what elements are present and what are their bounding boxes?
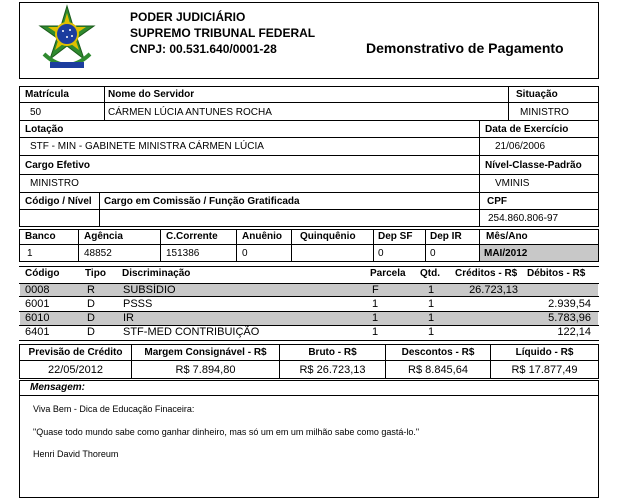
row-1-discriminacao: PSSS <box>123 298 153 310</box>
nome-label: Nome do Servidor <box>108 89 195 100</box>
liquido-label: Líquido - R$ <box>515 347 574 358</box>
col-tipo-header: Tipo <box>85 268 106 279</box>
nome-value: CÁRMEN LÚCIA ANTUNES ROCHA <box>108 107 272 118</box>
row-0-discriminacao: SUBSÍDIO <box>123 284 176 296</box>
dep-sf-label: Dep SF <box>378 231 413 242</box>
row-0-tipo: R <box>87 284 95 296</box>
col-creditos-header: Créditos - R$ <box>455 268 518 279</box>
dep-sf-value: 0 <box>378 248 384 259</box>
codigo-nivel-label: Código / Nível <box>25 196 92 207</box>
lotacao-label: Lotação <box>25 124 64 135</box>
liquido-value: R$ 17.877,49 <box>511 364 578 376</box>
cargo-comissao-label: Cargo em Comissão / Função Gratificada <box>104 196 300 207</box>
col-debitos-header: Débitos - R$ <box>527 268 586 279</box>
mensagem-label: Mensagem: <box>30 382 86 393</box>
row-3-codigo: 6401 <box>25 326 50 338</box>
row-2-tipo: D <box>87 312 95 324</box>
row-0-credito: 26.723,13 <box>469 284 518 296</box>
banco-value: 1 <box>27 248 33 259</box>
cpf-value: 254.860.806-97 <box>488 213 559 224</box>
quinquenio-label: Quinquênio <box>300 231 356 242</box>
document-title: Demonstrativo de Pagamento <box>366 40 564 56</box>
data-exercicio-value: 21/06/2006 <box>495 141 546 152</box>
row-3-tipo: D <box>87 326 95 338</box>
row-3-debito: 122,14 <box>557 326 591 338</box>
row-1-parcela: 1 <box>372 298 379 310</box>
brasao-icon <box>34 4 100 76</box>
matricula-value: 50 <box>30 107 42 118</box>
col-discriminacao-header: Discriminação <box>122 268 191 279</box>
conta-label: C.Corrente <box>166 231 218 242</box>
row-0-codigo: 0008 <box>25 284 50 296</box>
row-0-parcela: F <box>372 284 379 296</box>
row-3-qtd: 1 <box>428 326 435 338</box>
row-2-codigo: 6010 <box>25 312 50 324</box>
row-2-qtd: 1 <box>428 312 435 324</box>
margem-label: Margem Consignável - R$ <box>144 347 267 358</box>
col-parcela-header: Parcela <box>370 268 406 279</box>
bruto-label: Bruto - R$ <box>308 347 357 358</box>
previsao-label: Previsão de Crédito <box>28 347 123 358</box>
row-2-debito: 5.783,96 <box>548 312 591 324</box>
header-line-1: PODER JUDICIÁRIO <box>130 10 246 24</box>
cargo-efetivo-label: Cargo Efetivo <box>25 160 91 171</box>
bruto-value: R$ 26.723,13 <box>299 364 366 376</box>
descontos-value: R$ 8.845,64 <box>408 364 468 376</box>
agencia-value: 48852 <box>84 248 112 259</box>
mes-ano-label: Mês/Ano <box>486 231 528 242</box>
situacao-value: MINISTRO <box>520 107 569 118</box>
header-line-2: SUPREMO TRIBUNAL FEDERAL <box>130 26 316 40</box>
mensagem-line-3: Henri David Thoreum <box>33 449 119 459</box>
header-cnpj: CNPJ: 00.531.640/0001-28 <box>130 42 277 56</box>
conta-value: 151386 <box>166 248 200 259</box>
mensagem-box <box>19 380 599 498</box>
lotacao-value: STF - MIN - GABINETE MINISTRA CÁRMEN LÚCIA <box>30 141 264 152</box>
banco-label: Banco <box>25 231 56 242</box>
previsao-value: 22/05/2012 <box>47 364 104 376</box>
nivel-label: Nível-Classe-Padrão <box>485 160 582 171</box>
col-qtd-header: Qtd. <box>420 268 440 279</box>
row-1-codigo: 6001 <box>25 298 50 310</box>
col-codigo-header: Código <box>25 268 60 279</box>
descontos-label: Descontos - R$ <box>401 347 475 358</box>
mes-ano-value: MAI/2012 <box>484 248 528 259</box>
anuenio-value: 0 <box>242 248 248 259</box>
cpf-label: CPF <box>487 196 507 207</box>
row-3-parcela: 1 <box>372 326 379 338</box>
dep-ir-value: 0 <box>430 248 436 259</box>
mensagem-line-2: "Quase todo mundo sabe como ganhar dinheiro, mas só um em um milhão sabe como gastá-lo." <box>33 427 420 437</box>
row-1-tipo: D <box>87 298 95 310</box>
row-0-qtd: 1 <box>428 284 435 296</box>
agencia-label: Agência <box>84 231 123 242</box>
situacao-label: Situação <box>516 89 558 100</box>
matricula-label: Matrícula <box>25 89 69 100</box>
margem-value: R$ 7.894,80 <box>175 364 236 376</box>
row-1-debito: 2.939,54 <box>548 298 591 310</box>
row-3-discriminacao: STF-MED CONTRIBUIÇÃO <box>123 326 260 338</box>
dep-ir-label: Dep IR <box>430 231 462 242</box>
row-2-parcela: 1 <box>372 312 379 324</box>
mensagem-line-1: Viva Bem - Dica de Educação Finaceira: <box>33 404 195 414</box>
row-1-qtd: 1 <box>428 298 435 310</box>
cargo-efetivo-value: MINISTRO <box>30 178 79 189</box>
nivel-value: VMINIS <box>495 178 530 189</box>
anuenio-label: Anuênio <box>242 231 282 242</box>
row-2-discriminacao: IR <box>123 312 134 324</box>
data-exercicio-label: Data de Exercício <box>485 124 569 135</box>
